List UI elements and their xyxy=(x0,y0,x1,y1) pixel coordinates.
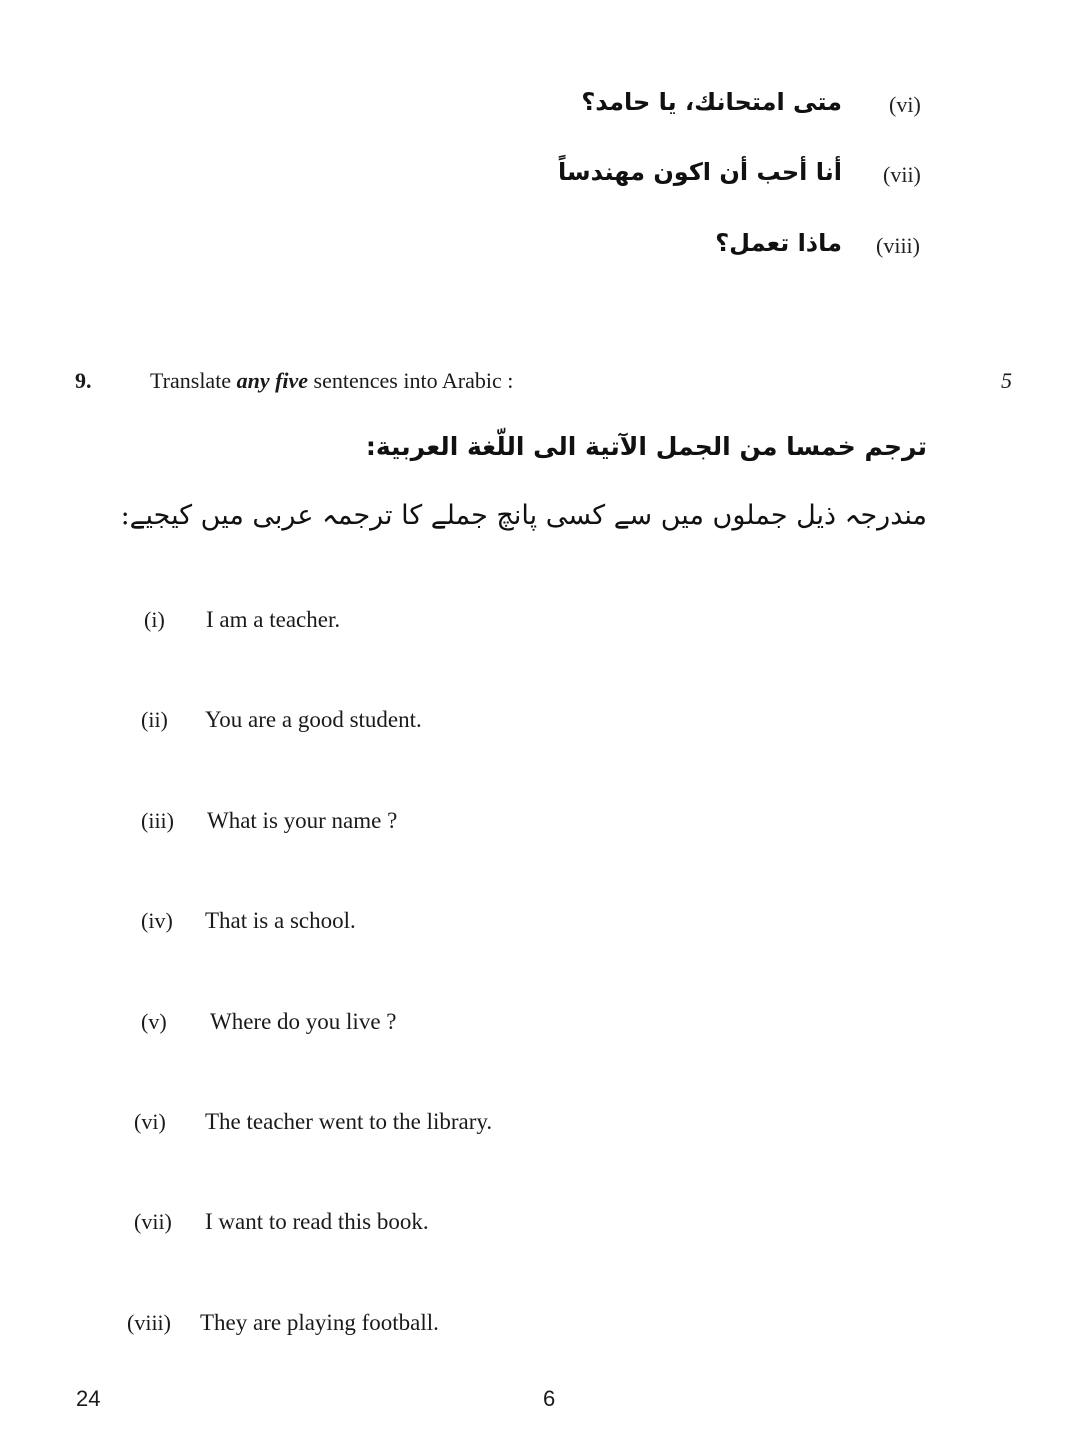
list-item-text: The teacher went to the library. xyxy=(205,1109,493,1134)
arabic-item-number: (vi) xyxy=(889,92,921,117)
arabic-instruction: ترجم خمسا من الجمل الآتية الى اللّغة العربية: xyxy=(365,432,927,461)
arabic-item-text: ماذا تعمل؟ xyxy=(715,229,842,257)
question-text xyxy=(150,368,513,394)
question-text-emphasis: any five xyxy=(236,368,309,393)
list-item-number: (ii) xyxy=(141,707,168,732)
arabic-item xyxy=(0,86,1090,126)
list-item-text: You are a good student. xyxy=(205,707,422,732)
page-number: 6 xyxy=(543,1386,556,1411)
list-item-number: (viii) xyxy=(127,1310,171,1335)
arabic-item-number: (vii) xyxy=(883,162,921,187)
arabic-item xyxy=(0,156,1090,196)
list-item-text: What is your name ? xyxy=(207,808,398,833)
list-item-number: (vii) xyxy=(134,1209,172,1234)
list-item-number: (vi) xyxy=(134,1109,166,1134)
arabic-item-text: متى امتحانك، يا حامد؟ xyxy=(581,88,842,116)
question-number: 9. xyxy=(75,368,92,393)
list-item-text: I am a teacher. xyxy=(206,607,341,632)
question-text-end: sentences into Arabic : xyxy=(308,368,514,393)
list-item-text: Where do you live ? xyxy=(210,1009,397,1034)
list-item-text: That is a school. xyxy=(205,908,356,933)
urdu-instruction: مندرجہ ذیل جملوں میں سے کسی پانچ جملے کا ترجمہ عربی میں کیجیے: xyxy=(120,500,927,531)
arabic-item xyxy=(0,227,1090,267)
list-item-number: (i) xyxy=(144,607,165,632)
list-item-text: They are playing football. xyxy=(200,1310,439,1335)
question-marks: 5 xyxy=(1001,368,1012,393)
arabic-item-text: أنا أحب أن اكون مهندساً xyxy=(557,158,842,186)
list-item-number: (iii) xyxy=(141,808,174,833)
list-item-text: I want to read this book. xyxy=(205,1209,429,1234)
list-item-number: (iv) xyxy=(141,908,173,933)
arabic-item-number: (viii) xyxy=(876,233,920,258)
paper-code: 24 xyxy=(76,1386,101,1411)
question-text-start: Translate xyxy=(150,368,237,393)
list-item-number: (v) xyxy=(141,1009,167,1034)
